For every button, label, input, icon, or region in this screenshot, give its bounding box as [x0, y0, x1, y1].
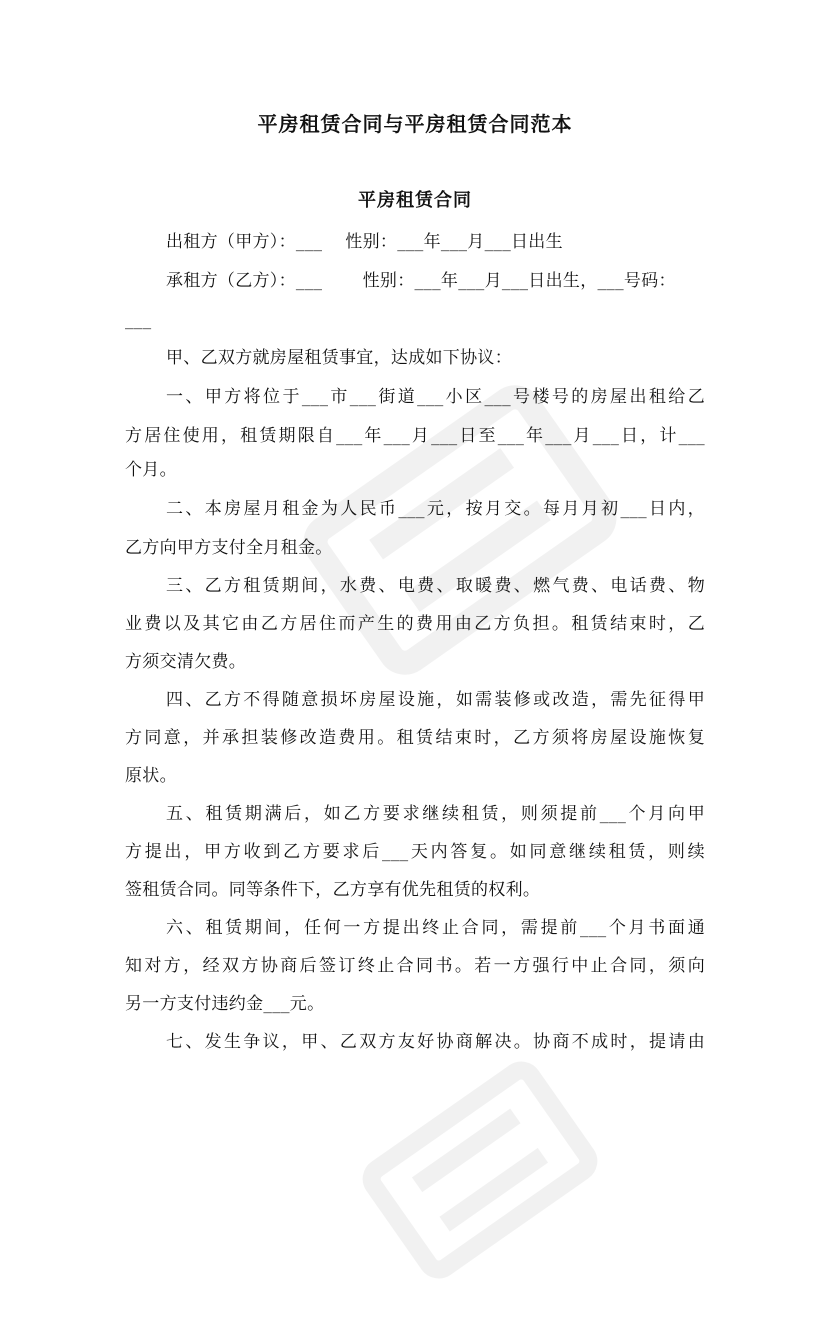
clause-5-line-1: 五、租赁期满后，如乙方要求继续租赁，则须提前___个月向甲 [166, 804, 705, 824]
clause-6-line-2: 知对方，经双方协商后签订终止合同书。若一方强行中止合同，须向 [125, 956, 705, 976]
clause-5-line-2: 方提出，甲方收到乙方要求后___天内答复。如同意继续租赁，则续 [125, 842, 705, 862]
clause-4-line-1: 四、乙方不得随意损坏房屋设施，如需装修或改造，需先征得甲 [166, 690, 705, 710]
clause-4-line-2: 方同意，并承担装修改造费用。租赁结束时，乙方须将房屋设施恢复 [125, 728, 705, 748]
clause-3-line-1: 三、乙方租赁期间，水费、电费、取暖费、燃气费、电话费、物 [166, 576, 705, 596]
clause-7-line-1: 七、发生争议，甲、乙双方友好协商解决。协商不成时，提请由 [166, 1032, 705, 1052]
document-title: 平房租赁合同与平房租赁合同范本 [257, 112, 573, 136]
clause-3-line-2: 业费以及其它由乙方居住而产生的费用由乙方负担。租赁结束时，乙 [125, 614, 705, 634]
clause-3-line-3: 方须交清欠费。 [125, 652, 247, 672]
clause-1-line-2: 方居住使用，租赁期限自___年___月___日至___年___月___日，计___ [125, 426, 705, 446]
lessee-line-cont: ___ [125, 310, 152, 330]
lessee-line: 承租方（乙方）：___ 性别：___年___月___日出生，___号码： [166, 271, 676, 291]
contract-heading: 平房租赁合同 [358, 190, 472, 211]
clause-2-line-1: 二、本房屋月租金为人民币___元，按月交。每月月初___日内， [166, 499, 705, 519]
clause-2-line-2: 乙方向甲方支付全月租金。 [125, 538, 333, 558]
clause-5-line-3: 签租赁合同。同等条件下，乙方享有优先租赁的权利。 [125, 880, 541, 900]
clause-1-line-3: 个月。 [125, 460, 177, 480]
clause-6-line-3: 另一方支付违约金___元。 [125, 994, 325, 1014]
clause-1-line-1: 一、甲方将位于___市___街道___小区___号楼号的房屋出租给乙 [166, 387, 705, 407]
clause-4-line-3: 原状。 [125, 766, 177, 786]
clause-6-line-1: 六、租赁期间，任何一方提出终止合同，需提前___个月书面通 [166, 918, 705, 938]
watermark-logo-bottom [330, 1020, 630, 1320]
lessor-line: 出租方（甲方）：___ 性别：___年___月___日出生 [166, 232, 563, 252]
agreement-intro: 甲、乙双方就房屋租赁事宜，达成如下协议： [166, 348, 512, 368]
